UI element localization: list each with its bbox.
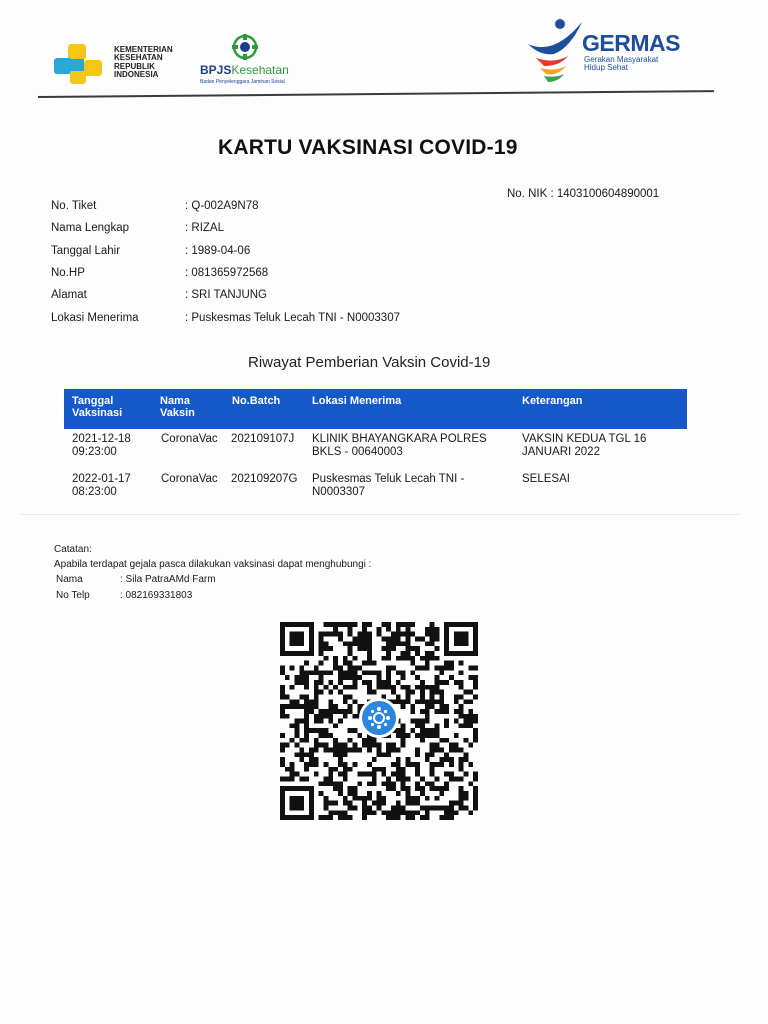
table-row: 2021-12-18 09:23:00 CoronaVac 202109107J KLINIK BHAYANGKARA POLRES BKLS - 00640003 VAKSIN KEDUA TGL 16 JANUARI 2022	[72, 433, 647, 458]
header-location: Lokasi Menerima	[312, 395, 402, 407]
header-batch: No.Batch	[232, 395, 281, 407]
bpjs-emblem-icon	[232, 34, 258, 60]
header-vaccine: Nama Vaksin	[160, 395, 195, 419]
table-header	[64, 389, 687, 429]
fold-line	[20, 514, 740, 515]
history-title: Riwayat Pemberian Vaksin Covid-19	[248, 354, 491, 371]
germas-subtitle: Gerakan Masyarakat Hidup Sehat	[584, 55, 659, 72]
kemenkes-logo	[52, 40, 192, 90]
header-date: Tanggal Vaksinasi	[72, 395, 123, 419]
germas-emblem-icon	[524, 16, 586, 88]
qr-center-logo	[359, 698, 399, 738]
kemenkes-emblem-icon	[52, 42, 106, 86]
table-row: 2022-01-17 08:23:00 CoronaVac 202109207G Puskesmas Teluk Lecah TNI - N0003307 SELESAI	[72, 473, 570, 498]
bpjs-name: BPJSKesehatan	[200, 63, 289, 77]
pedulilindungi-logo-icon	[367, 706, 391, 730]
nik-field: No. NIK : 1403100604890001	[507, 188, 660, 200]
kemenkes-text: KEMENTERIAN KESEHATAN REPUBLIK INDONESIA	[114, 45, 173, 80]
header-divider	[38, 90, 714, 98]
header-note: Keterangan	[522, 395, 583, 407]
card-title: KARTU VAKSINASI COVID-19	[218, 136, 518, 159]
bpjs-logo	[196, 34, 316, 89]
vaccination-card-page: KEMENTERIAN KESEHATAN REPUBLIK INDONESIA BPJSKesehatan Badan Penyelenggara Jaminan Sosial GERMAS Gerakan Masyarakat Hidup Sehat KARTU VAKSINASI COVID-19 No. NIK : 1403100604890001 No. Tiket : Q-002A9N78 Nama Lengkap : RIZAL Tanggal Lahir : 1989-04-06 No.HP : 081365972568 Alamat : SRI TANJUNG Lokasi Menerima : Puskesmas Teluk Lecah TNI - N0003307 Riwayat Pemberian Vaksin Covid-19 Tanggal Vaksinasi Nama Vaksin No.Batch Lokasi Menerima Keterangan 2021-12-18 09:23:00 CoronaVac 202109107J KLINIK BHAYANGKARA POLRES BKLS - 00640003 VAKSIN KEDUA TGL 16 JANUARI 2022 2022-01-17 08:23:00 CoronaVac 202109207G Puskesmas Teluk Lecah TNI - N0003307 SELESAI Catatan: Apabila terdapat gejala pasca dilakukan vaksinasi dapat menghubungi : Nama : Sila PatraAMd Farm No Telp : 082169331803	[0, 0, 768, 1024]
bpjs-subtitle: Badan Penyelenggara Jaminan Sosial	[200, 79, 285, 85]
germas-name: GERMAS	[582, 30, 680, 56]
germas-logo	[524, 16, 694, 88]
